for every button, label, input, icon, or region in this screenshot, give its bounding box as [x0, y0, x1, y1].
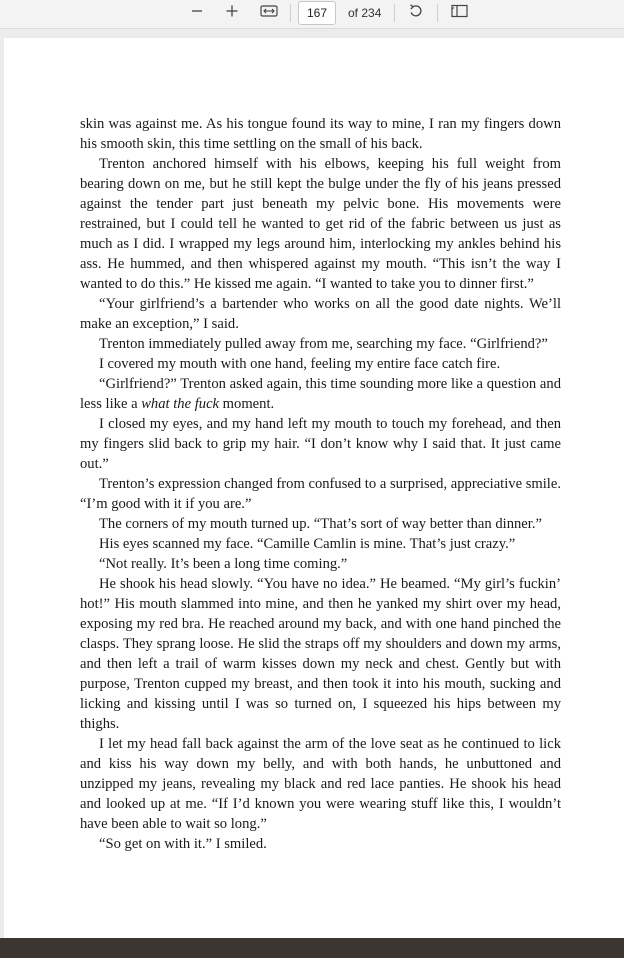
paragraph [80, 534, 561, 554]
paragraph [80, 294, 561, 334]
toolbar-divider [290, 4, 291, 22]
paragraph [80, 374, 561, 414]
rotate-icon [408, 3, 424, 24]
paragraph [80, 334, 561, 354]
text-run: Trenton’s expression changed from confused to a surprised, appreciative smile. “I’m good with it if you are.” [80, 476, 561, 512]
text-run: I covered my mouth with one hand, feeling my entire face catch fire. [99, 356, 501, 372]
toolbar-divider [437, 4, 438, 22]
text-run: I let my head fall back against the arm of the love seat as he continued to lick and kiss his way down my belly, and with both hands, he unbuttoned and unzipped my jeans, revealing my black and red lace panties. He shook his head and looked up at me. “If I’d known you were wearing stuff like this, I wouldn’t have been able to wait so long.” [80, 736, 561, 832]
paragraph [80, 734, 561, 834]
plus-icon [225, 4, 239, 23]
text-run: Trenton immediately pulled away from me, searching my face. “Girlfriend?” [99, 336, 548, 352]
text-run: “Not really. It’s been a long time coming.” [99, 556, 348, 572]
text-run: I closed my eyes, and my hand left my mouth to touch my forehead, and then my fingers slid back to grip my hair. “I don’t know why I said that. It just came out.” [80, 416, 561, 472]
text-run: His eyes scanned my face. “Camille Camlin is mine. That’s just crazy.” [99, 536, 516, 552]
zoom-in-button[interactable] [219, 2, 245, 24]
paragraph [80, 574, 561, 734]
minus-icon [190, 4, 204, 23]
text-run: “Girlfriend?” Trenton asked again, this time sounding more like a question and less like a [80, 376, 561, 412]
text-run: Trenton anchored himself with his elbows, keeping his full weight from bearing down on me, but he still kept the bulge under the fly of his jeans pressed against the tender part just beneath my pelvic bone. His movements were restrained, but I could tell he wanted to get rid of the fabric between us just as much as I did. I wrapped my legs around him, interlocking my ankles behind his ass. He hummed, and then whispered against my mouth. “This isn’t the way I wanted to do this.” He kissed me again. “I wanted to take you to dinner first.” [80, 156, 561, 292]
fit-width-icon [260, 4, 278, 23]
rotate-button[interactable] [403, 2, 429, 24]
text-run: skin was against me. As his tongue found its way to mine, I ran my fingers down his smooth skin, this time settling on the small of his back. [80, 116, 561, 152]
text-run: moment. [219, 396, 275, 412]
paragraph [80, 514, 561, 534]
paragraph [80, 474, 561, 514]
paragraph [80, 114, 561, 154]
toolbar-divider [394, 4, 395, 22]
paragraph [80, 354, 561, 374]
page-total-label: of 234 [348, 6, 382, 20]
text-run: “Your girlfriend’s a bartender who works on all the good date nights. We’ll make an exception,” I said. [80, 296, 561, 332]
paragraph [80, 414, 561, 474]
pdf-toolbar [0, 0, 624, 29]
document-page [4, 38, 624, 938]
italic-text: what the fuck [141, 396, 220, 412]
page-body-text [80, 114, 561, 854]
page-view-icon [451, 4, 469, 23]
page-view-button[interactable] [447, 2, 473, 24]
text-run: “So get on with it.” I smiled. [99, 836, 267, 852]
text-run: The corners of my mouth turned up. “That’s sort of way better than dinner.” [99, 516, 542, 532]
page-number-input[interactable] [298, 1, 336, 25]
paragraph [80, 154, 561, 294]
zoom-out-button[interactable] [184, 2, 210, 24]
paragraph [80, 834, 561, 854]
fit-to-width-button[interactable] [256, 2, 282, 24]
text-run: He shook his head slowly. “You have no idea.” He beamed. “My girl’s fuckin’ hot!” His mouth slammed into mine, and then he yanked my shirt over my head, exposing my red bra. He reached around my back, and with one hand pinched the clasps. They sprang loose. He slid the straps off my shoulders and down my arms, and then left a trail of warm kisses down my neck and chest. Gently but with purpose, Trenton cupped my breast, and then took it into his mouth, sucking and licking and kissing until I was so turned on, I squeezed his hips between my thighs. [80, 576, 561, 732]
paragraph [80, 554, 561, 574]
bottom-bar [0, 938, 624, 958]
